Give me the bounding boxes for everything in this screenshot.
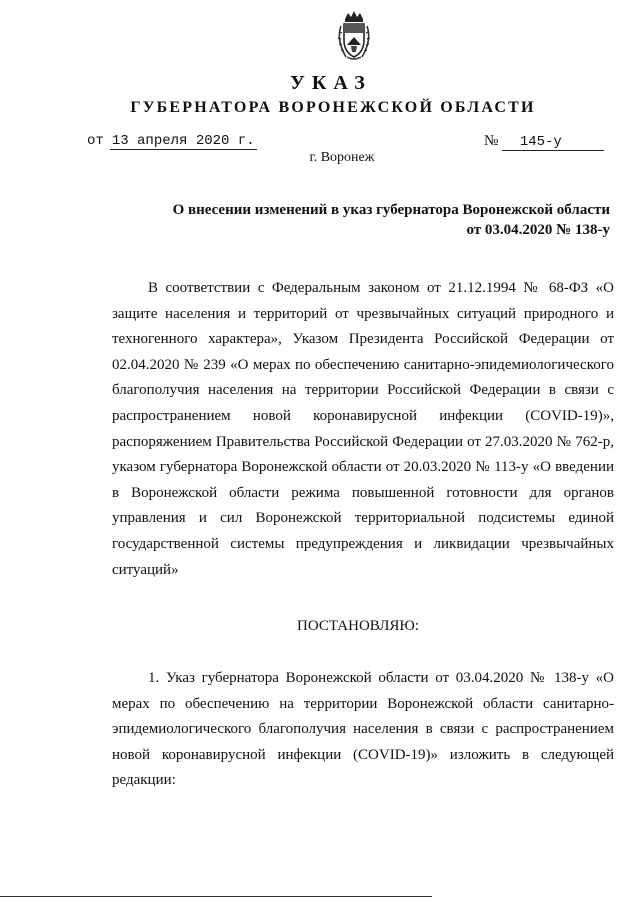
footer-divider [0, 896, 432, 897]
document-subtitle: ГУБЕРНАТОРА ВОРОНЕЖСКОЙ ОБЛАСТИ [130, 99, 536, 116]
city: г. Воронеж [309, 150, 375, 165]
decree-subject [150, 200, 610, 240]
number-label: № [484, 133, 499, 149]
preamble-paragraph [112, 276, 614, 583]
resolve-heading: ПОСТАНОВЛЯЮ: [297, 618, 419, 634]
date-value: 13 апреля 2020 г. [111, 133, 255, 149]
preamble-text: В соответствии с Федеральным законом от 21.12.1994 № 68-ФЗ «О защите населения и территорий от чрезвычайных ситуаций природного и техногенного характера», Указом Президента Российской Федерации от 02.04.2020 № 239 «О мерах по обеспечению санитарно-эпидемиологического благополучия населения на территории Российской Федерации в связи с распространением новой коронавирусной инфекции (COVID-19)», распоряжением Правительства Российской Федерации от 27.03.2020 № 762-р, указом губернатора Воронежской области от 20.03.2020 № 113-у «О введении в Воронежской области режима повышенной готовности для органов управления и сил Воронежской территориальной подсистемы единой государственной системы предупреждения и ликвидации чрезвычайных ситуаций» [112, 280, 614, 578]
item-1-text: 1. Указ губернатора Воронежской области от 03.04.2020 № 138-у «О мерах по обеспечению на территории Воронежской области санитарно-эпидемиологического благополучия населения в связи с распространением новой коронавирусной инфекции (COVID-19)» изложить в следующей редакции: [112, 670, 614, 789]
date-prefix: от [87, 133, 104, 149]
number-value: 145-у [502, 134, 604, 151]
item-1-paragraph [112, 666, 614, 794]
subject-line-1: О внесении изменений в указ губернатора Воронежской области [172, 202, 610, 218]
decree-date [87, 133, 257, 150]
subject-line-2: от 03.04.2020 № 138-у [466, 222, 610, 238]
document-title: УКАЗ [290, 72, 372, 94]
coat-of-arms-icon [333, 10, 375, 62]
decree-number [484, 133, 604, 151]
